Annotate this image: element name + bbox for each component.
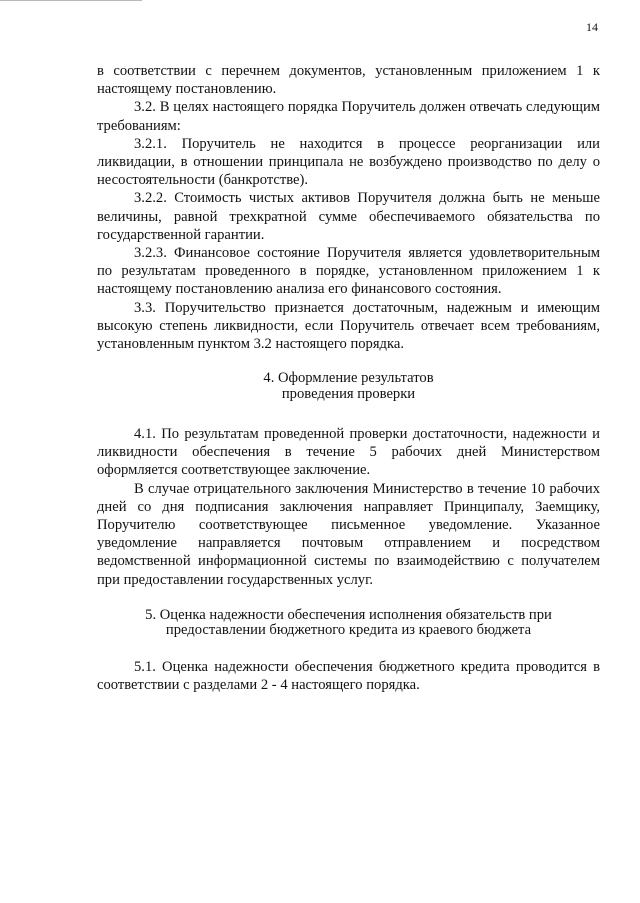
section-4-heading [97,371,600,402]
section-4-heading-line-1: 4. Оформление результатов [263,370,434,387]
section-5-heading-line-1: 5. Оценка надежности обеспечения исполнения обязательств при [145,606,552,623]
document-body [97,62,600,694]
section-5-heading [97,608,600,639]
paragraph-4-1: 4.1. По результатам проведенной проверки достаточности, надежности и ликвидности обеспечения в течение 5 рабочих дней Министерством оформляется соответствующее заключение. [97,426,600,479]
paragraph-continuation: в соответствии с перечнем документов, установленным приложением 1 к настоящему постановлению. [97,63,600,98]
paragraph-4-negative-conclusion: В случае отрицательного заключения Министерство в течение 10 рабочих дней со дня подписания заключения направляет Принципалу, Заемщику, Поручителю соответствующее письменное уведомление. Указанное уведомление направляется почтовым отправлением и посредством ведомственной информационной системы по взаимодействию с получателем при предоставлении государственных услуг. [97,480,600,588]
paragraph-3-2-3: 3.2.3. Финансовое состояние Поручителя является удовлетворительным по результатам проведенного в порядке, установленном приложением 1 к настоящему постановлению анализа его финансового состояния. [97,245,600,298]
section-5-heading-line-2: предоставлении бюджетного кредита из краевого бюджета [165,622,532,639]
section-4-heading-line-2: проведения проверки [281,385,416,402]
page-number: 14 [586,20,598,34]
paragraph-5-1: 5.1. Оценка надежности обеспечения бюджетного кредита проводится в соответствии с разделами 2 - 4 настоящего порядка. [97,658,600,693]
paragraph-3-2-1: 3.2.1. Поручитель не находится в процессе реорганизации или ликвидации, в отношении принципала не возбуждено производство по делу о несостоятельности (банкротстве). [97,135,600,189]
paragraph-3-2: 3.2. В целях настоящего порядка Поручитель должен отвечать следующим требованиям: [97,99,600,134]
paragraph-3-3: 3.3. Поручительство признается достаточным, надежным и имеющим высокую степень ликвидности, если Поручитель отвечает всем требованиям, установленным пунктом 3.2 настоящего порядка. [97,299,600,353]
scan-artifact-line [0,0,142,5]
paragraph-3-2-2: 3.2.2. Стоимость чистых активов Поручителя должна быть не меньше величины, равной трехкратной сумме обеспечиваемого обязательства по государственной гарантии. [97,190,600,243]
